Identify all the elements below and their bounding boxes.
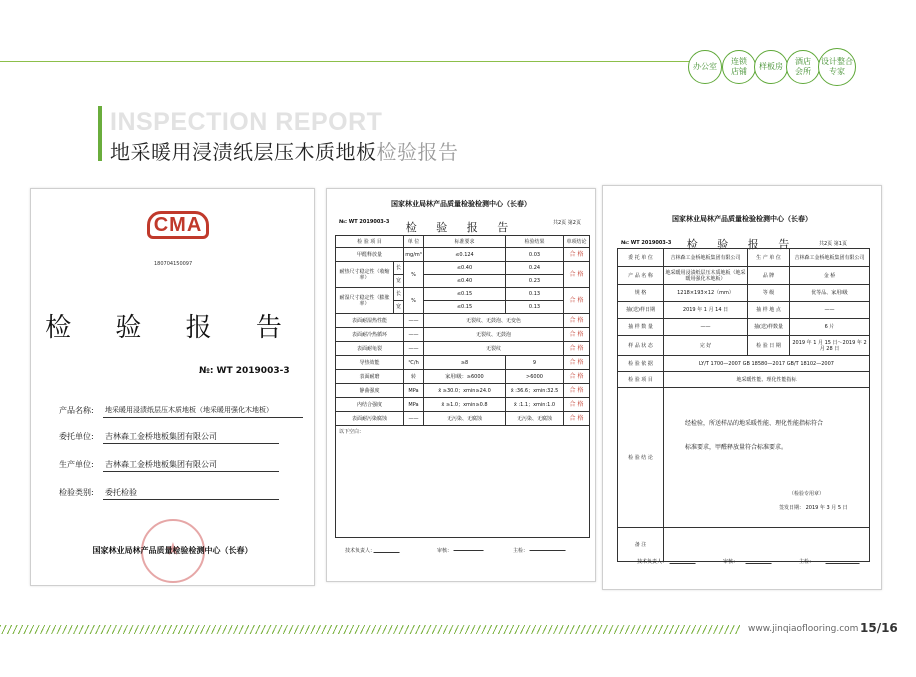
- column-header: 检验结果: [506, 236, 564, 248]
- field-label: 委托单位:: [59, 432, 94, 441]
- sign-review-label: 审核：: [723, 559, 739, 565]
- cell: x̄ ≥1.0；xmin≥0.8: [424, 398, 506, 412]
- table-row: [336, 342, 590, 356]
- cell: 耐热尺寸稳定性（收缩率）: [336, 262, 394, 288]
- nav-showroom[interactable]: 样板房: [754, 50, 788, 84]
- cell: 无污染、无腐蚀: [506, 412, 564, 426]
- cell-label: 抽(送)样数量: [748, 319, 790, 336]
- cell: 宽: [394, 301, 404, 314]
- conclusion-line-1: 经检验，所送样品的地采暖性能、理化性能指标符合: [685, 420, 824, 427]
- field-label: 生产单位:: [59, 460, 94, 469]
- cell: 完 好: [664, 336, 748, 356]
- field-value: 吉林森工金桥地板集团有限公司: [105, 460, 217, 469]
- underline: [103, 417, 303, 418]
- cell-pass: 合 格: [564, 398, 590, 412]
- cell-label: 抽 样 数 量: [618, 319, 664, 336]
- cell: ——: [664, 319, 748, 336]
- cell: 以下空白：: [336, 426, 590, 538]
- cell: 0.13: [506, 288, 564, 301]
- sign-tech-label: 技术负责人：: [345, 548, 376, 554]
- sign-tech-label: 技术负责人：: [637, 559, 668, 565]
- cell: >6000: [506, 370, 564, 384]
- signature-icon: [529, 531, 572, 551]
- cell: 长: [394, 288, 404, 301]
- summary-table: [617, 248, 870, 562]
- cell: x̄ ≥30.0；xmin≥24.0: [424, 384, 506, 398]
- page-number: 15/16: [860, 621, 898, 635]
- signature-icon: [825, 544, 866, 564]
- cell: ≤0.15: [424, 301, 506, 314]
- footer-hatch-divider: [0, 625, 740, 634]
- field-label: 产品名称:: [59, 406, 94, 415]
- table-row: [618, 302, 870, 319]
- cell-label: 检 验 项 目: [618, 372, 664, 388]
- nav-hotel-club[interactable]: 酒店 会所: [786, 50, 820, 84]
- field-value: 地采暖用浸渍纸层压木质地板（地采暖用强化木地板）: [105, 406, 273, 414]
- cell-label: 品 牌: [748, 267, 790, 285]
- cell: 无裂纹: [424, 342, 564, 356]
- cell: 转: [404, 370, 424, 384]
- page-title-main: 地采暖用浸渍纸层压木质地板: [110, 140, 377, 164]
- summary-report-number: №: WT 2019003-3: [621, 240, 672, 246]
- cell: ——: [404, 328, 424, 342]
- column-header: 单项结论: [564, 236, 590, 248]
- nav-office[interactable]: 办公室: [688, 50, 722, 84]
- cell-pass: 合 格: [564, 384, 590, 398]
- cell: 0.23: [506, 275, 564, 288]
- table-row: [618, 372, 870, 388]
- cell: 表面耐污染腐蚀: [336, 412, 404, 426]
- cell: 2019 年 1 月 15 日～2019 年 2 月 28 日: [790, 336, 870, 356]
- table-row: [336, 314, 590, 328]
- table-row: [618, 267, 870, 285]
- signature-icon: [453, 531, 490, 551]
- sign-approve-label: 主检：: [799, 559, 815, 565]
- summary-title: 检 验 报 告: [686, 238, 798, 251]
- table-row: [618, 285, 870, 302]
- cell: 地采暖用浸渍纸层压木质地板（地采暖用强化木地板）: [664, 267, 748, 285]
- cell-label: 检 验 依 据: [618, 356, 664, 372]
- cell: ℃/h: [404, 356, 424, 370]
- field-value: 委托检验: [105, 488, 137, 497]
- summary-page-count: 共2页 第1页: [819, 241, 847, 247]
- cell: %: [404, 262, 424, 288]
- nav-chain-store[interactable]: 连锁 店铺: [722, 50, 756, 84]
- results-institution: 国家林业局林产品质量检验检测中心（长春）: [391, 200, 531, 208]
- cell: 吉林森工金桥地板集团有限公司: [664, 249, 748, 267]
- table-row: [336, 262, 590, 275]
- cell-label: 抽 样 地 点: [748, 302, 790, 319]
- table-row: [618, 319, 870, 336]
- cell-pass: 合 格: [564, 342, 590, 356]
- cell: ——: [404, 314, 424, 328]
- page-title-accent: 检验报告: [376, 140, 459, 164]
- results-report-number: №: WT 2019003-3: [339, 219, 390, 225]
- cell: MPa: [404, 398, 424, 412]
- underline: [103, 443, 279, 444]
- table-row-blank: [336, 426, 590, 538]
- cell: 表面耐磨: [336, 370, 404, 384]
- cell: 无裂纹、无鼓泡: [424, 328, 564, 342]
- cell: ≤0.40: [424, 275, 506, 288]
- cell: mg/m³: [404, 248, 424, 262]
- cell-label: 生 产 单 位: [748, 249, 790, 267]
- cell: 家用Ⅰ级：≥6000: [424, 370, 506, 384]
- cell-pass: 合 格: [564, 262, 590, 288]
- cell: 无污染、无腐蚀: [424, 412, 506, 426]
- cell: 2019 年 1 月 14 日: [664, 302, 748, 319]
- column-header: 单 位: [404, 236, 424, 248]
- cell: 静曲强度: [336, 384, 404, 398]
- nav-design-expert[interactable]: 设计整合 专家: [818, 48, 856, 86]
- title-english: INSPECTION REPORT: [110, 108, 383, 136]
- cell: 金 桥: [790, 267, 870, 285]
- table-row: [336, 248, 590, 262]
- cell-pass: 合 格: [564, 248, 590, 262]
- field-label: 检验类别:: [59, 488, 94, 497]
- table-row: [336, 384, 590, 398]
- cell: 1218×193×12（mm）: [664, 285, 748, 302]
- cover-institution: 国家林业局林产品质量检验检测中心（长春）: [92, 546, 253, 555]
- header-divider: [0, 61, 690, 62]
- table-row: [618, 336, 870, 356]
- page-title: [110, 136, 459, 165]
- cell: ≥8: [424, 356, 506, 370]
- cma-logo: CMA: [147, 211, 209, 239]
- report-summary-page: [602, 185, 882, 590]
- results-table: [335, 235, 590, 538]
- issue-date: 签发日期： 2019 年 3 月 5 日: [779, 505, 848, 511]
- cell: x̄ :36.6；xmin:32.5: [506, 384, 564, 398]
- footer-website-link[interactable]: www.jinqiaoflooring.com: [748, 624, 859, 634]
- cell: ——: [790, 302, 870, 319]
- cell: 表面耐湿热性能: [336, 314, 404, 328]
- sign-approve-label: 主检：: [513, 548, 529, 554]
- table-row: [336, 328, 590, 342]
- cell: 导热效能: [336, 356, 404, 370]
- cell: 内结合强度: [336, 398, 404, 412]
- cell: ——: [404, 412, 424, 426]
- cell: MPa: [404, 384, 424, 398]
- cell: 地采暖性能、理化性能指标: [664, 372, 870, 388]
- cell: 耐湿尺寸稳定性（膨胀率）: [336, 288, 394, 314]
- results-title: 检 验 报 告: [405, 221, 517, 234]
- cell-pass: 合 格: [564, 288, 590, 314]
- results-page-count: 共2页 第2页: [553, 220, 581, 226]
- cell: ≤0.124: [424, 248, 506, 262]
- cell-pass: 合 格: [564, 314, 590, 328]
- signature-icon: [373, 533, 406, 553]
- table-row: [336, 412, 590, 426]
- cell-label: 备 注: [618, 528, 664, 562]
- cell: 0.13: [506, 301, 564, 314]
- cell: ≤0.15: [424, 288, 506, 301]
- cell: LY/T 1700—2007 GB 18580—2017 GB/T 18102—2007: [664, 356, 870, 372]
- title-accent-bar: [98, 106, 102, 161]
- table-row: [618, 249, 870, 267]
- cell-pass: 合 格: [564, 328, 590, 342]
- table-row: [336, 398, 590, 412]
- cell: 长: [394, 262, 404, 275]
- cell-label: 检 验 结 论: [618, 388, 664, 528]
- cell: ——: [404, 342, 424, 356]
- cell-label: 规 格: [618, 285, 664, 302]
- cell: 优等品、家用Ⅰ级: [790, 285, 870, 302]
- table-row: [336, 370, 590, 384]
- cover-report-number: №: WT 2019003-3: [199, 366, 290, 376]
- cma-number: 180704150097: [154, 261, 193, 267]
- cell: x̄ :1.1；xmin:1.0: [506, 398, 564, 412]
- cell-label: 检 验 日 期: [748, 336, 790, 356]
- column-header: 检 验 项 目: [336, 236, 404, 248]
- underline: [103, 471, 279, 472]
- field-value: 吉林森工金桥地板集团有限公司: [105, 432, 217, 441]
- inspection-stamp-label: （检验专用章）: [789, 491, 825, 497]
- cell-pass: 合 格: [564, 356, 590, 370]
- cell: 宽: [394, 275, 404, 288]
- cell: 6 片: [790, 319, 870, 336]
- cell-label: 委 托 单 位: [618, 249, 664, 267]
- cell: 0.24: [506, 262, 564, 275]
- cell-label: 产 品 名 称: [618, 267, 664, 285]
- cell: 表面耐冷热循环: [336, 328, 404, 342]
- cell: 表面耐龟裂: [336, 342, 404, 356]
- cell: 无裂纹、无鼓泡、无变色: [424, 314, 564, 328]
- cell: 9: [506, 356, 564, 370]
- cell: 0.03: [506, 248, 564, 262]
- conclusion-line-2: 标准要求，甲醛释放量符合标准要求。: [685, 444, 788, 451]
- cell: %: [404, 288, 424, 314]
- report-cover: [30, 188, 315, 586]
- sign-review-label: 审核：: [437, 548, 453, 554]
- table-header-row: [336, 236, 590, 248]
- table-row: [336, 356, 590, 370]
- summary-institution: 国家林业局林产品质量检验检测中心（长春）: [672, 215, 812, 223]
- cover-title: 检 验 报 告: [45, 313, 300, 343]
- underline: [103, 499, 279, 500]
- cell-pass: 合 格: [564, 370, 590, 384]
- cell-label: 样 品 状 态: [618, 336, 664, 356]
- cell-label: 抽(送)样日期: [618, 302, 664, 319]
- cell: ≤0.40: [424, 262, 506, 275]
- cell-pass: 合 格: [564, 412, 590, 426]
- table-row: [618, 356, 870, 372]
- column-header: 标准要求: [424, 236, 506, 248]
- table-row: [336, 288, 590, 301]
- report-results-page: [326, 188, 596, 582]
- cell: 甲醛释放量: [336, 248, 404, 262]
- cell-label: 等 级: [748, 285, 790, 302]
- cell: 吉林森工金桥地板集团有限公司: [790, 249, 870, 267]
